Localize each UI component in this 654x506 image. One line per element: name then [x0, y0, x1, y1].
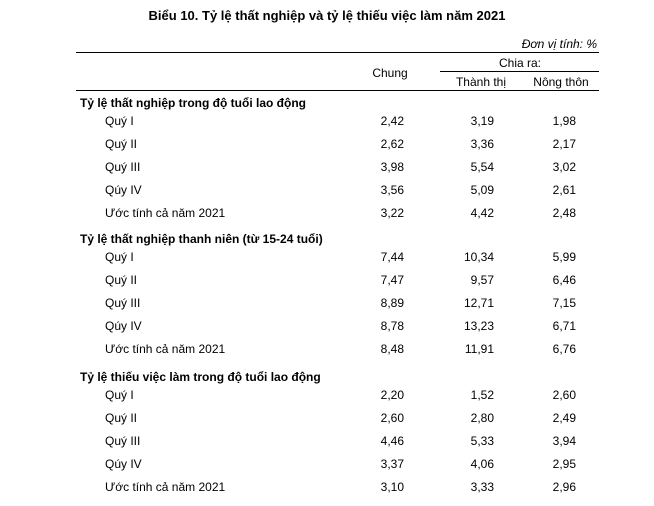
cell-thanh-thi: 5,33: [470, 434, 494, 448]
cell-thanh-thi: 9,57: [470, 273, 494, 287]
cell-thanh-thi: 11,91: [464, 342, 494, 356]
cell-thanh-thi: 13,23: [463, 319, 494, 333]
row-label: Ước tính cả năm 2021: [105, 480, 226, 494]
row-label: Qúy IV: [105, 183, 142, 197]
cell-chung: 3,56: [380, 183, 404, 197]
section-title: Tỷ lệ thiếu việc làm trong độ tuổi lao động: [80, 370, 321, 384]
cell-chung: 2,20: [380, 388, 404, 402]
cell-chung: 2,60: [380, 411, 404, 425]
cell-nong-thon: 2,96: [552, 480, 576, 494]
cell-chung: 7,44: [380, 250, 404, 264]
header-nong-thon: Nông thôn: [533, 75, 589, 89]
row-label: Quý II: [105, 273, 138, 287]
section-title: Tỷ lệ thất nghiệp trong độ tuổi lao động: [80, 96, 306, 110]
row-label: Qúy IV: [105, 457, 142, 471]
cell-thanh-thi: 3,19: [470, 114, 494, 128]
cell-nong-thon: 3,94: [552, 434, 576, 448]
cell-thanh-thi: 5,09: [470, 183, 494, 197]
cell-nong-thon: 2,60: [552, 388, 576, 402]
row-label: Quý I: [105, 114, 134, 128]
cell-chung: 2,62: [380, 137, 404, 151]
header-bottom-rule: [76, 90, 599, 91]
row-label: Ước tính cả năm 2021: [105, 342, 226, 356]
section-title: Tỷ lệ thất nghiệp thanh niên (từ 15-24 tuổi): [80, 232, 323, 246]
cell-nong-thon: 6,46: [552, 273, 576, 287]
cell-chung: 8,89: [380, 296, 404, 310]
cell-nong-thon: 3,02: [552, 160, 576, 174]
cell-thanh-thi: 4,42: [470, 206, 494, 220]
cell-chung: 2,42: [380, 114, 404, 128]
cell-chung: 3,22: [380, 206, 404, 220]
table-title: Biểu 10. Tỷ lệ thất nghiệp và tỷ lệ thiếu việc làm năm 2021: [148, 8, 506, 23]
cell-thanh-thi: 3,36: [470, 137, 494, 151]
unit-label: Đơn vị tính: %: [521, 37, 597, 51]
cell-nong-thon: 5,99: [552, 250, 576, 264]
row-label: Ước tính cả năm 2021: [105, 206, 226, 220]
cell-chung: 8,78: [380, 319, 404, 333]
row-label: Quý I: [105, 250, 134, 264]
cell-nong-thon: 6,71: [552, 319, 576, 333]
cell-chung: 3,10: [380, 480, 404, 494]
cell-thanh-thi: 2,80: [470, 411, 494, 425]
cell-thanh-thi: 10,34: [463, 250, 494, 264]
cell-nong-thon: 2,95: [552, 457, 576, 471]
cell-nong-thon: 2,49: [552, 411, 576, 425]
cell-nong-thon: 1,98: [552, 114, 576, 128]
cell-chung: 8,48: [380, 342, 404, 356]
chia-ra-underline: [440, 71, 599, 72]
row-label: Qúy IV: [105, 319, 142, 333]
cell-thanh-thi: 5,54: [470, 160, 494, 174]
cell-nong-thon: 6,76: [552, 342, 576, 356]
cell-nong-thon: 2,48: [552, 206, 576, 220]
cell-thanh-thi: 3,33: [470, 480, 494, 494]
row-label: Quý I: [105, 388, 134, 402]
cell-chung: 7,47: [380, 273, 404, 287]
header-chia-ra: Chia ra:: [498, 56, 542, 70]
cell-nong-thon: 7,15: [552, 296, 576, 310]
cell-chung: 3,37: [380, 457, 404, 471]
header-chung: Chung: [372, 66, 408, 80]
row-label: Quý III: [105, 160, 141, 174]
header-top-rule: [76, 52, 599, 53]
row-label: Quý II: [105, 137, 138, 151]
cell-chung: 4,46: [380, 434, 404, 448]
header-thanh-thi: Thành thị: [455, 75, 507, 89]
cell-nong-thon: 2,61: [552, 183, 576, 197]
cell-nong-thon: 2,17: [552, 137, 576, 151]
row-label: Quý II: [105, 411, 138, 425]
cell-thanh-thi: 4,06: [470, 457, 494, 471]
row-label: Quý III: [105, 434, 141, 448]
cell-thanh-thi: 1,52: [470, 388, 494, 402]
cell-thanh-thi: 12,71: [463, 296, 494, 310]
row-label: Quý III: [105, 296, 141, 310]
cell-chung: 3,98: [380, 160, 404, 174]
